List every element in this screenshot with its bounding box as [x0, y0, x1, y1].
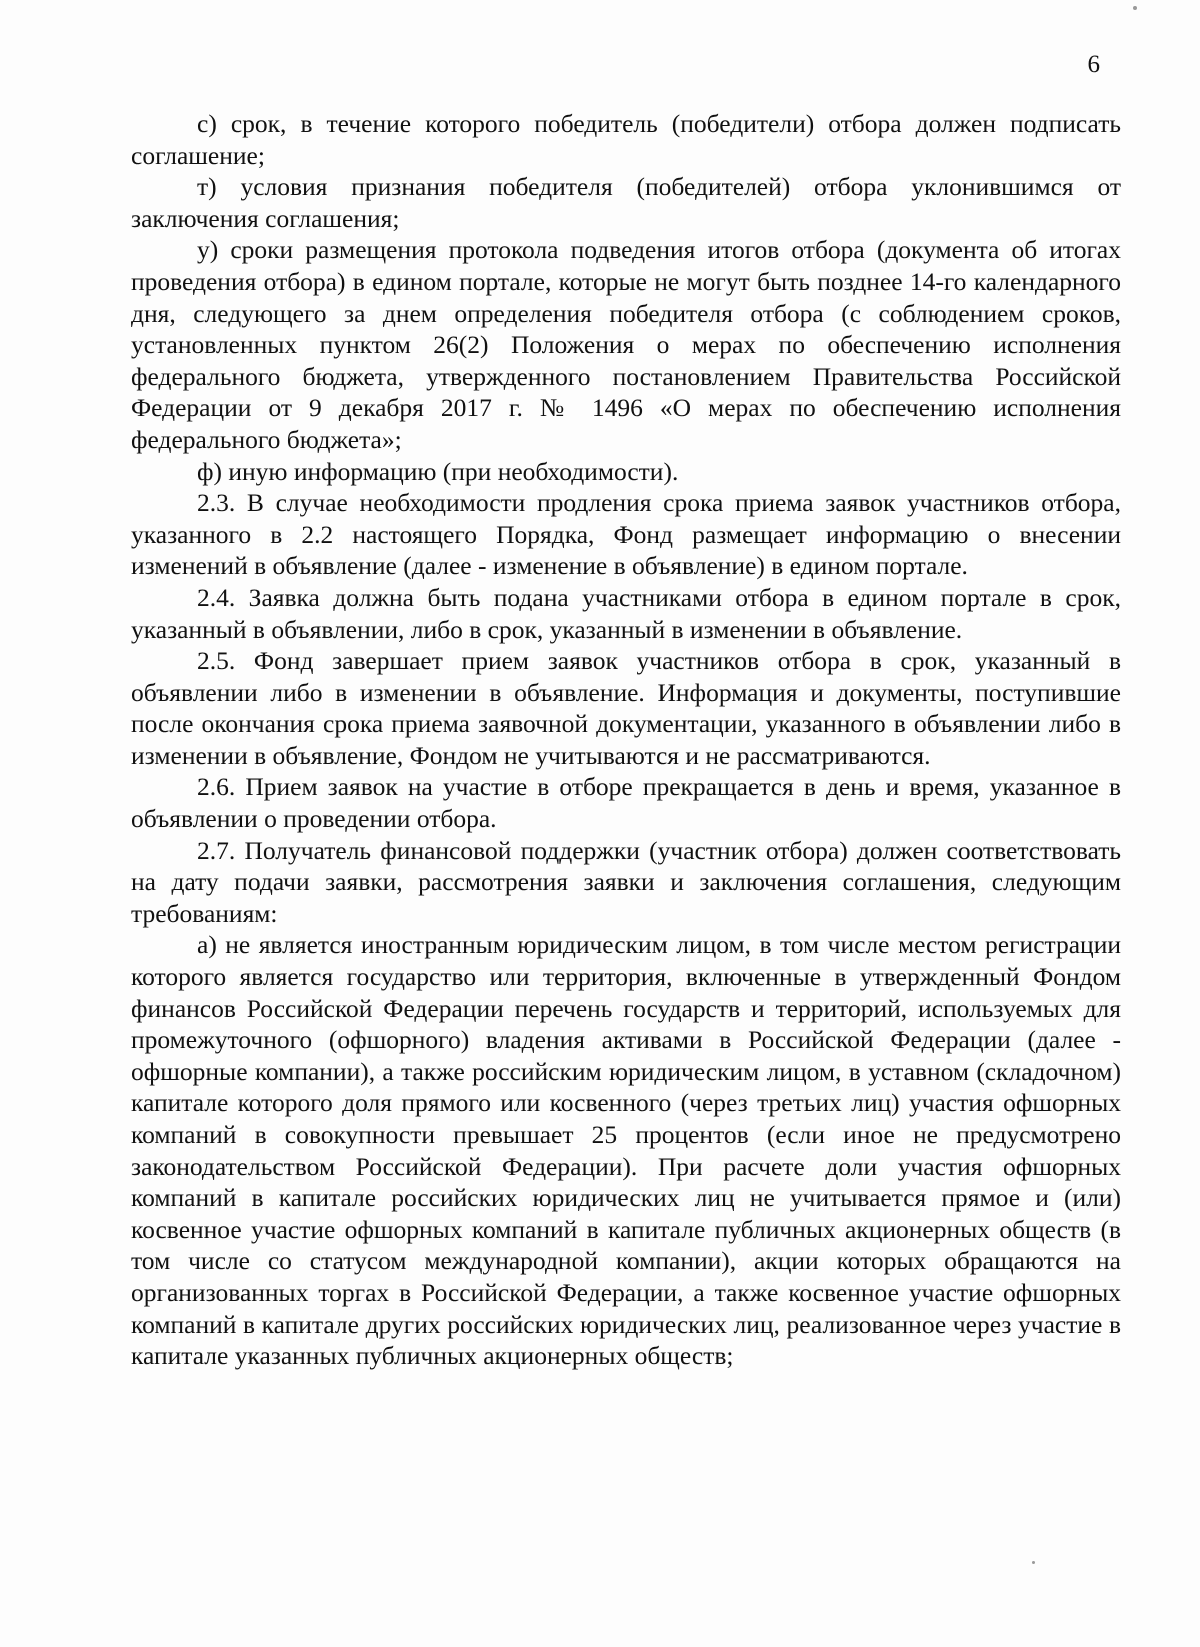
paragraph-2-6: 2.6. Прием заявок на участие в отборе прекращается в день и время, указанное в объявлении о проведении отбора. — [131, 772, 1121, 834]
paragraph-a: а) не является иностранным юридическим лицом, в том числе местом регистрации которого является государство или территория, включенные в утвержденный Фондом финансов Российской Федерации перечень государств и территорий, используемых для промежуточного (офшорного) владения активами в Российской Федерации (далее - офшорные компании), а также российским юридическим лицом, в уставном (складочном) капитале которого доля прямого или косвенного (через третьих лиц) участия офшорных компаний в совокупности превышает 25 процентов (если иное не предусмотрено законодательством Российской Федерации). При расчете доли участия офшорных компаний в капитале российских юридических лиц не учитывается прямое и (или) косвенное участие офшорных компаний в капитале публичных акционерных обществ (в том числе со статусом международной компании), акции которых обращаются на организованных торгах в Российской Федерации, а также косвенное участие офшорных компаний в капитале других российских юридических лиц, реализованное через участие в капитале указанных публичных акционерных обществ; — [131, 930, 1121, 1371]
paragraph-2-5: 2.5. Фонд завершает прием заявок участников отбора в срок, указанный в объявлении либо в изменении в объявление. Информация и документы, поступившие после окончания срока приема заявочной документации, указанного в объявлении либо в изменении в объявление, Фондом не учитываются и не рассматриваются. — [131, 646, 1121, 770]
paragraph-2-4: 2.4. Заявка должна быть подана участниками отбора в едином портале в срок, указанный в объявлении, либо в срок, указанный в изменении в объявление. — [131, 582, 1121, 644]
page-number: 6 — [1087, 51, 1100, 78]
paragraph-2-7: 2.7. Получатель финансовой поддержки (участник отбора) должен соответствовать на дату подачи заявки, рассмотрения заявки и заключения соглашения, следующим требованиям: — [131, 835, 1121, 928]
scan-speck — [1133, 6, 1137, 10]
scan-speck — [1032, 1561, 1035, 1564]
paragraph-t: т) условия признания победителя (победителей) отбора уклонившимся от заключения соглашения; — [131, 172, 1121, 233]
document-body — [131, 108, 1121, 1372]
paragraph-2-3: 2.3. В случае необходимости продления срока приема заявок участников отбора, указанного в 2.2 настоящего Порядка, Фонд размещает информацию о внесении изменений в объявление (далее - изменение в объявление) в едином портале. — [131, 488, 1121, 581]
paragraph-u: у) сроки размещения протокола подведения итогов отбора (документа об итогах проведения отбора) в едином портале, которые не могут быть позднее 14-го календарного дня, следующего за днем определения победителя отбора (с соблюдением сроков, установленных пунктом 26(2) Положения о мерах по обеспечению исполнения федерального бюджета, утвержденного постановлением Правительства Российской Федерации от 9 декабря 2017 г. № 1496 «О мерах по обеспечению исполнения федерального бюджета»; — [131, 235, 1121, 454]
paragraph-s: с) срок, в течение которого победитель (победители) отбора должен подписать соглашение; — [131, 109, 1121, 170]
paragraph-f: ф) иную информацию (при необходимости). — [197, 456, 679, 486]
